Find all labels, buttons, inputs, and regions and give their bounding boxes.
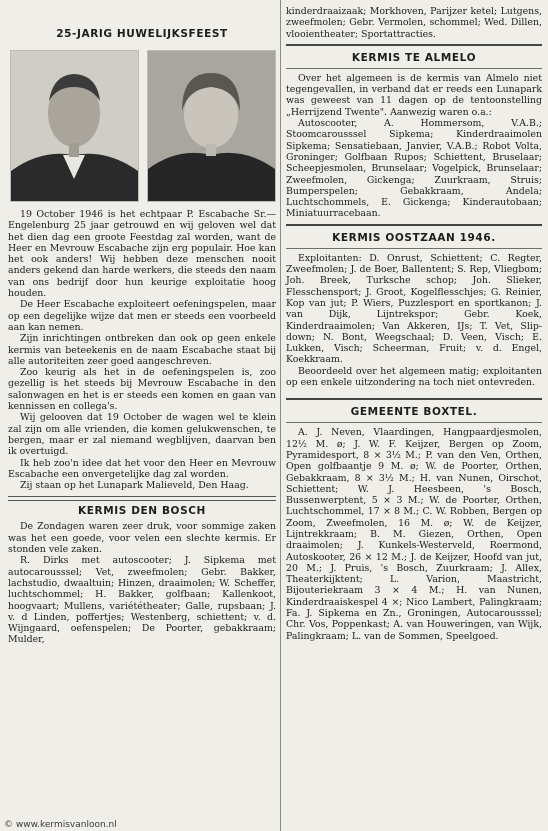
title-rule [286, 422, 542, 423]
paragraph: Ik heb zoo'n idee dat het voor den Heer en Mevrouw Escabache een onvergetelijke dag zal worden. [8, 457, 276, 480]
paragraph: De Zondagen waren zeer druk, voor sommige zaken was het een goede, voor velen een slechte kermis. Er stonden vele zaken. [8, 521, 276, 556]
portrait-woman [147, 50, 276, 202]
article-title-boxtel: GEMEENTE BOXTEL. [350, 406, 478, 419]
title-rule [286, 248, 542, 249]
article-title-oostzaan: KERMIS OOSTZAAN 1946. [332, 231, 496, 244]
source-watermark[interactable]: © www.kermisvanloon.nl [4, 820, 117, 830]
section-rule [286, 224, 542, 226]
paragraph: Zijn inrichtingen ontbreken dan ook op geen enkele kermis van beteekenis en de naam Escabache staat bij alle autoriteiten zeer goed aangeschreven. [8, 333, 276, 367]
portrait-man [10, 50, 139, 202]
paragraph: 19 October 1946 is het echtpaar P. Escabache Sr.—Engelenburg 25 jaar getrouwd en wij geloven wel dat het dien dag een groote Feestdag zal worden, want de Heer en Mevrouw Escabache zijn erg populair. Hoe kan het ook anders! Wij hebben deze menschen nooit anders gekend dan harde werkers, die steeds den naam van ons bedrijf door hun keurige exploitatie hoog houden. [8, 209, 276, 300]
paragraph: Zoo keurig als het in de oefeningspelen is, zoo gezellig is het steeds bij Mevrouw Escabache in den salonwagen en het is er steeds een komen en gaan van kennissen en collega's. [8, 367, 276, 413]
section-rule [8, 496, 276, 501]
article-title-almelo: KERMIS TE ALMELO [351, 51, 477, 64]
section-rule [286, 398, 542, 400]
title-rule [286, 68, 542, 69]
paragraph: Over het algemeen is de kermis van Almelo niet tegengevallen, in verband dat er reeds een Lunapark was geweest van 11 dagen op de tentoonstelling „Herrijzend Twente". Aanwezig waren o.a.: [286, 72, 542, 118]
portrait-photos [8, 50, 276, 200]
right-column [286, 6, 542, 642]
paragraph: Exploitanten: D. Onrust, Schiettent; C. Regter, Zweefmolen; J. de Boer, Ballentent; S. Rep, Vliegbom; Joh. Breek, Turksche schop; Joh. Slieker, Flesschensport; J. Groot, Kogelflesschjes; G. Reinier, Kop van jut; P. Wiers, Puzzlesport en sportkanon; J. van Dijk, Lijntrekspor; Gebr. Koek, Kinderdraaimolen; Van Akkeren, IJs; T. Vet, Slip-down; N. Bont, Weegschaal; D. Veen, Visch; E. Lukken, Visch; Scheerman, Fruit; v. d. Engel, Koekkraam. [286, 252, 542, 366]
left-column [8, 6, 276, 646]
paragraph: Zij staan op het Lunapark Malieveld, Den Haag. [20, 480, 249, 492]
article-title-anniversary: 25-JARIG HUWELIJKSFEEST [56, 28, 228, 40]
paragraph: A. J. Neven, Vlaardingen, Hangpaardjesmolen, 12½ M. ø; J. W. F. Keijzer, Bergen op Zoom, Pyramidesport, 8 × 3½ M.; P. van den Ven, Orthen, Open golfbaantje 9 M. ø; W. de Poorter, Orthen, Gebakkraam, 8 × 3½ M.; H. van Nunen, Oirschot, Schiettent; W. J. Heesbeen, 's Bosch, Bussenwerptent, 5 × 3 M.; W. de Poorter, Orthen, Luchtschommel, 17 × 8 M.; C. W. Robben, Bergen op Zoom, Zweefmolen, 16 M. ø; W. de Keijzer, Lijntrekkraam; B. M. Giezen, Orthen, Open draaimolen; J. Kunkels-Westerveld, Roermond, Autoskooter, 26 × 12 M.; J. de Keijzer, Hoofd van jut, 20 M.; J. Pruis, 's Bosch, Zuurkraam; J. Allex, Theaterkijktent; L. Varion, Maastricht, Bijouteriekraam 3 × 4 M.; H. van Nunen, Kinderdraaiskespel 4 ×; Nico Lambert, Palingkraam; Fa. J. Sipkema en Zn., Groningen, Autocarousssel; Chr. Vos, Poppenkast; A. van Houweringen, van Wijk, Palingkraam; L. van de Sommen, Speelgoed. [286, 427, 542, 642]
section-rule [286, 44, 542, 46]
paragraph: Wij gelooven dat 19 October de wagen wel te klein zal zijn om alle vrienden, die komen gelukwenschen, te bergen, maar er zal niemand wegblijven, daarvan ben ik overtuigd. [8, 412, 276, 458]
paragraph: Autoscooter, A. Hommersom, V.A.B.; Stoomcarousssel Sipkema; Kinderdraaimolen Sipkema; Sensatiebaan, Janvier, V.A.B.; Robot Volta, Groninger; Golfbaan Rupos; Schiettent, Bruselaar; Scheepjesmolen, Brunselaar; Vogelpick, Brunselaar; Zweefmolen, Gickenga; Zuurkraam, Struis; Bumperspelen; Gebakkraam, Andela; Luchtschommels, E. Gickenga; Kinderautobaan; Miniatuurracebaan. [286, 118, 542, 220]
paragraph: Beoordeeld over het algemeen matig; exploitanten op een enkele uitzondering na toch niet ontevreden. [286, 365, 542, 389]
article-title-den-bosch: KERMIS DEN BOSCH [78, 505, 206, 518]
paragraph: De Heer Escabache exploiteert oefeningspelen, maar op een degelijke wijze dat men er steeds een voorbeeld aan kan nemen. [8, 299, 276, 333]
column-divider [280, 0, 281, 831]
paragraph: R. Dirks met autoscooter; J. Sipkema met autocarousssel; Vet, zweefmolen; Gebr. Bakker, lachstudio, dwaaltuin; Hinzen, draaimolen; W. Scheffer, luchtschommel; H. Bakker, golfbaan; Kallenkoot, hoogvaart; Mullens, variététheater; Galle, rupsbaan; J. v. d Linden, poffertjes; Westenberg, schiettent; v. d. Wijngaard, oefenspelen; De Poorter, gebakkraam; Mulder, [8, 555, 276, 646]
paragraph-continued: kinderdraaizaak; Morkhoven, Parijzer ketel; Lutgens, zweefmolen; Gebr. Vermolen, schommel; Wed. Dillen, vlooientheater; Sportattracties. [286, 6, 542, 40]
